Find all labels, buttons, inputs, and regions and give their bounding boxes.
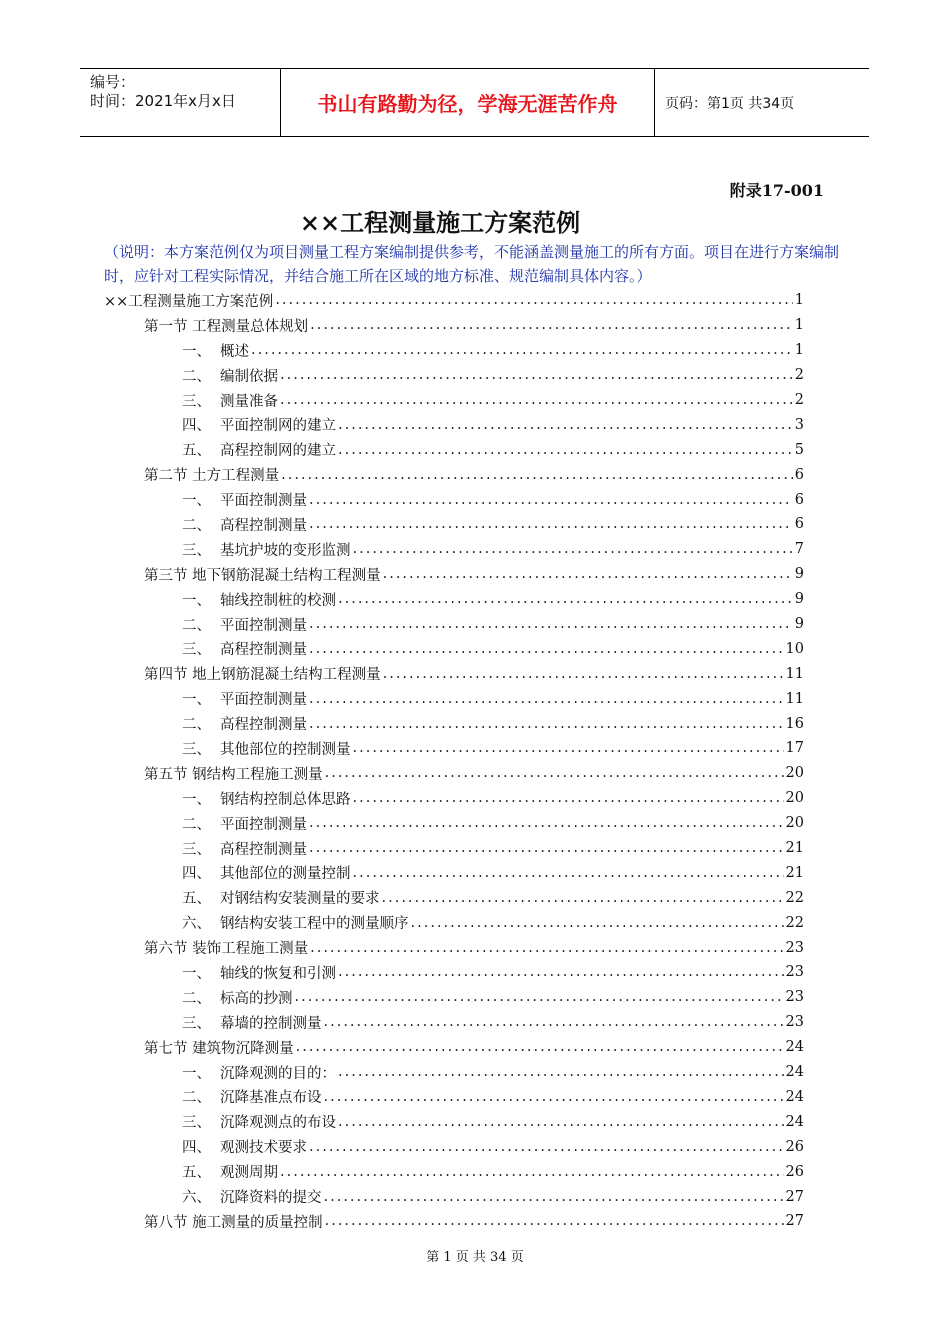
toc-entry-text: 平面控制测量	[220, 493, 307, 510]
toc-entry-text: 对钢结构安装测量的要求	[220, 891, 380, 908]
toc-entry[interactable]	[104, 1159, 804, 1184]
toc-entry-text: 第一节 工程测量总体规划	[144, 318, 309, 335]
toc-entry-number: 一、	[182, 791, 211, 808]
toc-leader-dots	[411, 915, 784, 931]
toc-entry-number: 五、	[182, 443, 211, 460]
toc-entry-text: 其他部位的控制测量	[220, 741, 351, 758]
toc-leader-dots	[309, 492, 793, 508]
toc-leader-dots	[280, 392, 793, 408]
toc-entry-label	[144, 763, 323, 784]
toc-entry-label	[182, 788, 351, 809]
toc-entry-number: 三、	[182, 393, 211, 410]
toc-entry-label	[182, 539, 351, 560]
toc-entry-page: 11	[785, 690, 804, 707]
toc-entry-number: 三、	[182, 642, 211, 659]
toc-entry[interactable]	[104, 686, 804, 711]
toc-entry-label	[182, 738, 351, 759]
toc-entry-label	[182, 589, 336, 610]
toc-leader-dots	[353, 790, 784, 806]
toc-entry-text: 基坑护坡的变形监测	[220, 542, 351, 559]
toc-entry-text: 平面控制测量	[220, 816, 307, 833]
toc-entry-text: 平面控制测量	[220, 692, 307, 709]
toc-entry-page: 2	[794, 367, 804, 384]
toc-entry-page: 9	[794, 616, 804, 633]
toc-entry-page: 22	[785, 889, 804, 906]
toc-entry-page: 7	[794, 541, 804, 558]
page-footer: 第 1 页 共 34 页	[426, 1250, 524, 1265]
header-motto: 书山有路勤为径，学海无涯苦作舟	[281, 69, 655, 136]
time-label: 时间：2021年x月x日	[90, 92, 236, 110]
toc-entry[interactable]	[104, 935, 804, 960]
toc-leader-dots	[325, 1213, 784, 1229]
toc-entry-page: 23	[785, 964, 804, 981]
toc-entry-label	[182, 987, 293, 1008]
toc-entry[interactable]	[104, 562, 804, 587]
toc-entry-label	[144, 663, 381, 684]
toc-entry-label	[182, 439, 336, 460]
toc-leader-dots	[383, 566, 793, 582]
serial-label: 编号：	[90, 73, 136, 91]
toc-entry-text: 幕墙的控制测量	[220, 1015, 322, 1032]
toc-entry[interactable]	[104, 1085, 804, 1110]
toc-entry-text: 观测周期	[220, 1165, 278, 1182]
toc-entry-text: 高程控制测量	[220, 717, 307, 734]
toc-entry-text: 编制依据	[220, 368, 278, 385]
toc-entry-label	[182, 614, 307, 635]
toc-leader-dots	[309, 840, 784, 856]
toc-entry-text: 第八节 施工测量的质量控制	[144, 1214, 323, 1231]
toc-entry-text: 轴线的恢复和引测	[220, 965, 336, 982]
toc-entry-text: 高程控制测量	[220, 642, 307, 659]
toc-entry-text: 沉降观测的目的：	[220, 1065, 336, 1082]
toc-leader-dots	[281, 467, 793, 483]
toc-entry-page: 20	[785, 790, 804, 807]
toc-entry[interactable]	[104, 736, 804, 761]
toc-entry-number: 一、	[182, 493, 211, 510]
toc-entry[interactable]	[104, 338, 804, 363]
toc-leader-dots	[309, 516, 793, 532]
toc-entry-page: 6	[794, 466, 804, 483]
toc-entry-number: 二、	[182, 717, 211, 734]
header-meta	[80, 69, 281, 136]
toc-entry-label	[144, 937, 308, 958]
toc-entry-text: 沉降观测点的布设	[220, 1115, 336, 1132]
toc-entry[interactable]	[104, 288, 804, 313]
toc-leader-dots	[309, 641, 784, 657]
toc-entry-number: 一、	[182, 343, 211, 360]
toc-entry-label	[182, 688, 307, 709]
header-page-info: 页码：第1页 共34页	[665, 95, 795, 112]
toc-entry-label	[182, 489, 307, 510]
toc-leader-dots	[309, 1139, 784, 1155]
toc-leader-dots	[251, 342, 793, 358]
document-title: ××工程测量施工方案范例	[299, 208, 581, 237]
toc-entry[interactable]	[104, 587, 804, 612]
toc-entry-page: 9	[794, 591, 804, 608]
toc-entry-number: 一、	[182, 965, 211, 982]
toc-leader-dots	[324, 1189, 784, 1205]
toc-entry[interactable]	[104, 612, 804, 637]
toc-entry-label	[144, 564, 381, 585]
toc-entry-number: 五、	[182, 1165, 211, 1182]
toc-entry-number: 二、	[182, 617, 211, 634]
toc-entry-text: 高程控制测量	[220, 517, 307, 534]
toc-leader-dots	[309, 716, 784, 732]
toc-entry[interactable]	[104, 487, 804, 512]
toc-entry-label	[182, 638, 307, 659]
toc-leader-dots	[324, 1089, 784, 1105]
toc-entry[interactable]	[104, 462, 804, 487]
toc-entry[interactable]	[104, 412, 804, 437]
toc-entry-page: 9	[794, 566, 804, 583]
toc-leader-dots	[309, 616, 793, 632]
toc-entry-text: 平面控制网的建立	[220, 418, 336, 435]
toc-entry-page: 1	[794, 342, 804, 359]
toc-entry-page: 24	[785, 1088, 804, 1105]
toc-leader-dots	[382, 890, 784, 906]
toc-entry-number: 四、	[182, 1140, 211, 1157]
toc-entry-page: 17	[785, 740, 804, 757]
toc-entry-text: 第二节 土方工程测量	[144, 468, 280, 485]
toc-entry[interactable]	[104, 537, 804, 562]
toc-entry-number: 二、	[182, 816, 211, 833]
toc-leader-dots	[353, 865, 784, 881]
toc-leader-dots	[325, 765, 784, 781]
toc-entry-label	[144, 1037, 294, 1058]
toc-entry[interactable]	[104, 1010, 804, 1035]
toc-entry-page: 6	[794, 516, 804, 533]
toc-leader-dots	[324, 1014, 784, 1030]
toc-entry-text: ××工程测量施工方案范例	[104, 293, 274, 310]
toc-entry-number: 三、	[182, 1015, 211, 1032]
table-of-contents	[104, 288, 804, 1234]
toc-entry[interactable]	[104, 388, 804, 413]
toc-entry-number: 六、	[182, 916, 211, 933]
toc-entry[interactable]	[104, 786, 804, 811]
toc-entry-text: 沉降资料的提交	[220, 1190, 322, 1206]
toc-entry[interactable]	[104, 636, 804, 661]
toc-entry-text: 平面控制测量	[220, 617, 307, 634]
toc-entry-number: 二、	[182, 517, 211, 534]
toc-entry-page: 27	[785, 1213, 804, 1230]
toc-entry-text: 概述	[220, 343, 249, 360]
toc-entry-text: 沉降基准点布设	[220, 1090, 322, 1107]
toc-entry-label	[182, 887, 380, 908]
toc-entry[interactable]	[104, 1134, 804, 1159]
toc-entry-page: 20	[785, 765, 804, 782]
toc-entry-label	[104, 290, 273, 311]
toc-entry-number: 五、	[182, 891, 211, 908]
toc-entry-number: 六、	[182, 1190, 211, 1206]
toc-entry-label	[182, 1086, 322, 1107]
toc-entry-page: 20	[785, 815, 804, 832]
toc-entry-page: 24	[785, 1039, 804, 1056]
toc-entry-label	[182, 365, 278, 386]
toc-entry-label	[182, 1186, 322, 1207]
toc-entry-label	[182, 1136, 307, 1157]
toc-entry[interactable]	[104, 1209, 804, 1234]
toc-entry-page: 3	[794, 416, 804, 433]
toc-entry-text: 第七节 建筑物沉降测量	[144, 1040, 294, 1057]
toc-leader-dots	[309, 815, 784, 831]
toc-entry-label	[144, 315, 308, 336]
toc-entry-page: 24	[785, 1113, 804, 1130]
toc-leader-dots	[310, 940, 783, 956]
toc-entry[interactable]	[104, 661, 804, 686]
toc-entry-number: 二、	[182, 1090, 211, 1107]
toc-leader-dots	[295, 989, 784, 1005]
toc-entry[interactable]	[104, 985, 804, 1010]
toc-entry-number: 一、	[182, 592, 211, 609]
toc-entry[interactable]	[104, 437, 804, 462]
toc-entry-text: 第三节 地下钢筋混凝土结构工程测量	[144, 567, 381, 584]
toc-entry[interactable]	[104, 885, 804, 910]
toc-entry-number: 三、	[182, 741, 211, 758]
toc-entry-text: 钢结构安装工程中的测量顺序	[220, 916, 409, 933]
toc-entry-page: 21	[785, 840, 804, 857]
toc-entry-page: 26	[785, 1163, 804, 1180]
toc-entry[interactable]	[104, 1184, 804, 1209]
toc-leader-dots	[338, 417, 793, 433]
toc-entry-text: 钢结构控制总体思路	[220, 791, 351, 808]
toc-entry-page: 1	[794, 292, 804, 309]
toc-entry-number: 三、	[182, 841, 211, 858]
toc-entry-text: 测量准备	[220, 393, 278, 410]
toc-entry-text: 高程控制测量	[220, 841, 307, 858]
toc-entry-page: 23	[785, 939, 804, 956]
toc-entry-text: 观测技术要求	[220, 1140, 307, 1157]
toc-leader-dots	[309, 691, 784, 707]
toc-leader-dots	[296, 1039, 784, 1055]
toc-leader-dots	[338, 964, 784, 980]
toc-entry-text: 第五节 钢结构工程施工测量	[144, 766, 323, 783]
toc-entry-label	[182, 838, 307, 859]
toc-leader-dots	[338, 1114, 784, 1130]
toc-entry-label	[182, 514, 307, 535]
toc-entry-label	[182, 390, 278, 411]
toc-entry-page: 23	[785, 989, 804, 1006]
toc-entry-number: 四、	[182, 418, 211, 435]
toc-entry-page: 10	[785, 640, 804, 657]
toc-entry-text: 高程控制网的建立	[220, 443, 336, 460]
toc-leader-dots	[338, 1064, 784, 1080]
toc-entry[interactable]	[104, 313, 804, 338]
toc-entry-number: 二、	[182, 368, 211, 385]
toc-entry-number: 三、	[182, 1115, 211, 1132]
toc-entry-page: 16	[785, 715, 804, 732]
toc-leader-dots	[310, 317, 793, 333]
toc-entry-label	[182, 912, 409, 933]
toc-leader-dots	[383, 666, 784, 682]
toc-entry-label	[144, 1211, 323, 1232]
toc-entry-number: 二、	[182, 990, 211, 1007]
toc-entry-label	[182, 1111, 336, 1132]
toc-entry[interactable]	[104, 836, 804, 861]
toc-entry-label	[182, 813, 307, 834]
toc-entry[interactable]	[104, 811, 804, 836]
header-table	[80, 68, 869, 137]
toc-entry-label	[182, 1161, 278, 1182]
toc-entry-text: 第四节 地上钢筋混凝土结构工程测量	[144, 667, 381, 684]
toc-entry-label	[182, 713, 307, 734]
toc-entry-number: 四、	[182, 866, 211, 883]
toc-entry-page: 27	[785, 1188, 804, 1205]
toc-entry-page: 24	[785, 1064, 804, 1081]
toc-entry-page: 11	[785, 665, 804, 682]
toc-entry-number: 一、	[182, 1065, 211, 1082]
toc-entry-page: 2	[794, 392, 804, 408]
toc-entry-page: 6	[794, 491, 804, 508]
toc-leader-dots	[280, 367, 793, 383]
toc-entry-page: 21	[785, 864, 804, 881]
toc-entry-label	[182, 340, 249, 361]
toc-entry-number: 三、	[182, 542, 211, 559]
toc-entry-page: 5	[794, 441, 804, 458]
toc-entry[interactable]	[104, 761, 804, 786]
toc-entry-text: 标高的抄测	[220, 990, 293, 1007]
appendix-number: 附录17-001	[729, 181, 824, 200]
toc-entry[interactable]	[104, 860, 804, 885]
toc-entry[interactable]	[104, 960, 804, 985]
toc-leader-dots	[275, 292, 792, 308]
toc-leader-dots	[353, 541, 793, 557]
toc-entry-page: 1	[794, 317, 804, 334]
toc-entry-page: 23	[785, 1014, 804, 1031]
toc-entry[interactable]	[104, 1035, 804, 1060]
toc-entry[interactable]	[104, 910, 804, 935]
toc-leader-dots	[338, 442, 793, 458]
toc-entry-number: 一、	[182, 692, 211, 709]
toc-entry[interactable]	[104, 1060, 804, 1085]
toc-leader-dots	[353, 740, 784, 756]
toc-entry-label	[182, 1062, 336, 1083]
toc-entry-label	[182, 1012, 322, 1033]
toc-entry-text: 其他部位的测量控制	[220, 866, 351, 883]
toc-entry[interactable]	[104, 1109, 804, 1134]
toc-leader-dots	[338, 591, 793, 607]
toc-entry[interactable]	[104, 512, 804, 537]
toc-entry-label	[182, 414, 336, 435]
explanatory-note: （说明：本方案范例仅为项目测量工程方案编制提供参考，不能涵盖测量施工的所有方面。项目在进行方案编制时，应针对工程实际情况，并结合施工所在区域的地方标准、规范编制具体内容。）	[104, 243, 840, 285]
toc-entry-page: 22	[785, 914, 804, 931]
toc-entry-label	[144, 464, 279, 485]
toc-entry-label	[182, 962, 336, 983]
toc-entry-page: 26	[785, 1138, 804, 1155]
toc-entry[interactable]	[104, 363, 804, 388]
toc-entry-text: 轴线控制桩的校测	[220, 592, 336, 609]
toc-entry-label	[182, 862, 351, 883]
toc-leader-dots	[280, 1164, 784, 1180]
toc-entry[interactable]	[104, 711, 804, 736]
toc-entry-text: 第六节 装饰工程施工测量	[144, 941, 309, 958]
